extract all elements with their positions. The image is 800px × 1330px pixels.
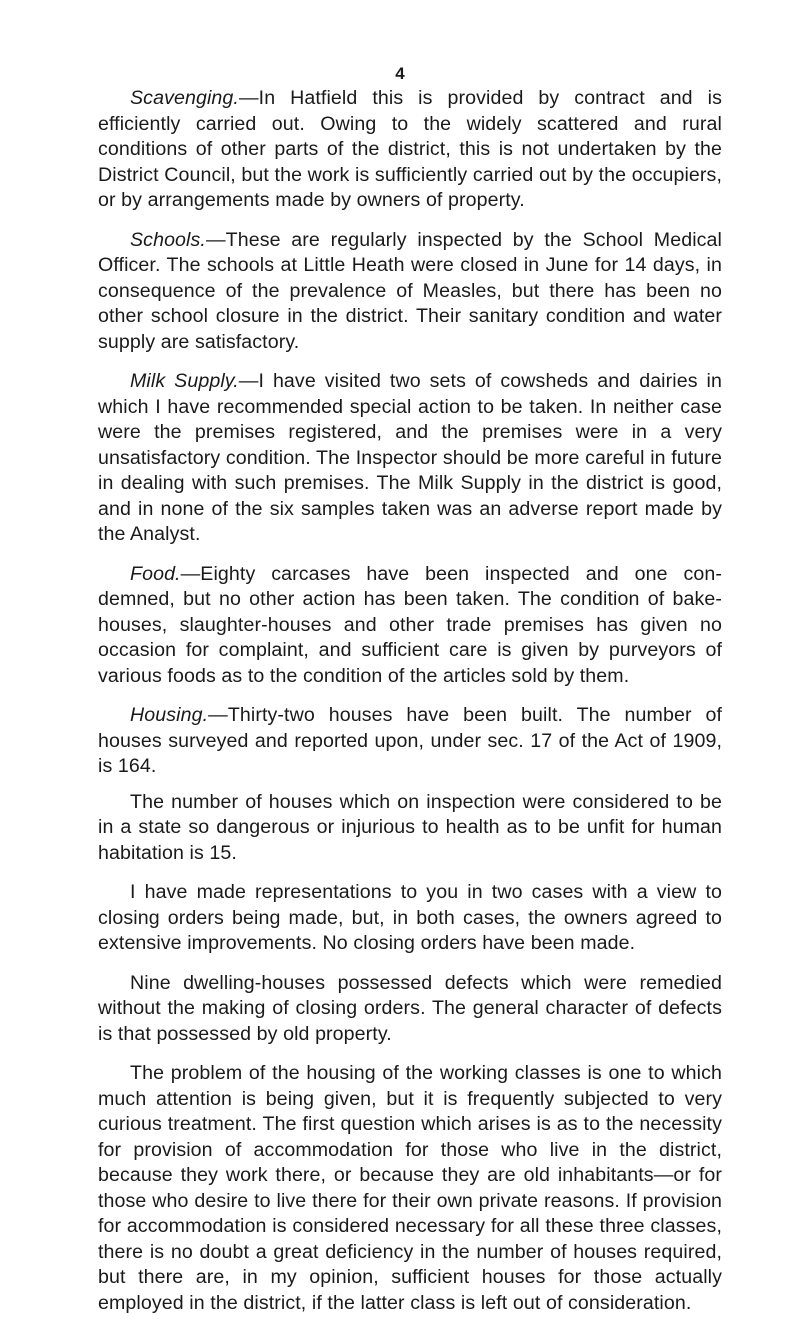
text-defects: Nine dwelling-houses possessed defects which were remedied without the making of closing orders. The general character of defects is that possessed by old property. <box>98 971 722 1045</box>
heading-schools: Schools. <box>130 228 206 251</box>
text-schools: —These are regularly inspected by the School Medical Officer. The schools at Little Heath were closed in June for 14 days, in consequence of the prevalence of Measles, but there has been no other school closure in the district. Their sanitary condition and water supply are satisfactory. <box>98 228 722 353</box>
paragraph-housing <box>98 703 722 780</box>
paragraph-schools <box>98 228 722 356</box>
heading-housing: Housing. <box>130 704 209 726</box>
paragraph-defects <box>98 971 722 1048</box>
heading-scavenging: Scavenging. <box>130 87 239 109</box>
report-body <box>98 86 722 1330</box>
paragraph-milk-supply <box>98 369 722 548</box>
text-food: —Eighty carcases have been inspected and one con-demned, but no other action has been taken. The condition of bake-houses, slaughter-houses and other trade premises has given no occasion for complaint, and sufficient care is given by purveyors of various foods as to the condition of the articles sold by them. <box>98 562 722 687</box>
page-number: 4 <box>395 64 405 83</box>
paragraph-unfit-houses <box>98 790 722 867</box>
text-scavenging: —In Hatfield this is provided by contract and is efficiently carried out. Owing to the widely scattered and rural conditions of other parts of the district, this is not undertaken by the District Council, but the work is sufficiently carried out by the occupiers, or by arrangements made by owners of property. <box>98 87 722 211</box>
text-unfit-houses: The number of houses which on inspection were considered to be in a state so dangerous or injurious to health as to be unfit for human habitation is 15. <box>98 790 722 864</box>
text-milk-supply: —I have visited two sets of cowsheds and dairies in which I have recommended special action to be taken. In neither case were the premises registered, and the premises were in a very unsatisfactory condition. The Inspector should be more careful in future in dealing with such premises. The Milk Supply in the district is good, and in none of the six samples taken was an adverse report made by the Analyst. <box>98 370 722 545</box>
paragraph-scavenging <box>98 86 722 214</box>
paragraph-housing-problem <box>98 1061 722 1316</box>
heading-food: Food. <box>130 562 181 585</box>
heading-milk-supply: Milk Supply. <box>130 370 239 392</box>
text-housing: —Thirty-two houses have been built. The number of houses surveyed and reported upon, under sec. 17 of the Act of 1909, is 164. <box>98 704 722 777</box>
paragraph-representations <box>98 880 722 957</box>
text-representations: I have made representations to you in two cases with a view to closing orders being made, but, in both cases, the owners agreed to extensive improvements. No closing orders have been made. <box>98 881 722 954</box>
paragraph-food <box>98 562 722 690</box>
text-housing-problem: The problem of the housing of the working classes is one to which much attention is being given, but it is frequently subjected to very curious treatment. The first question which arises is as to the necessity for provision of accommodation for those who live in the district, because they work there, or because they are old inhabitants—or for those who desire to live there for their own private reasons. If provision for accommodation is considered necessary for all these three classes, there is no doubt a great deficiency in the number of houses required, but there are, in my opinion, sufficient houses for those actually employed in the district, if the latter class is left out of consideration. <box>98 1062 722 1314</box>
